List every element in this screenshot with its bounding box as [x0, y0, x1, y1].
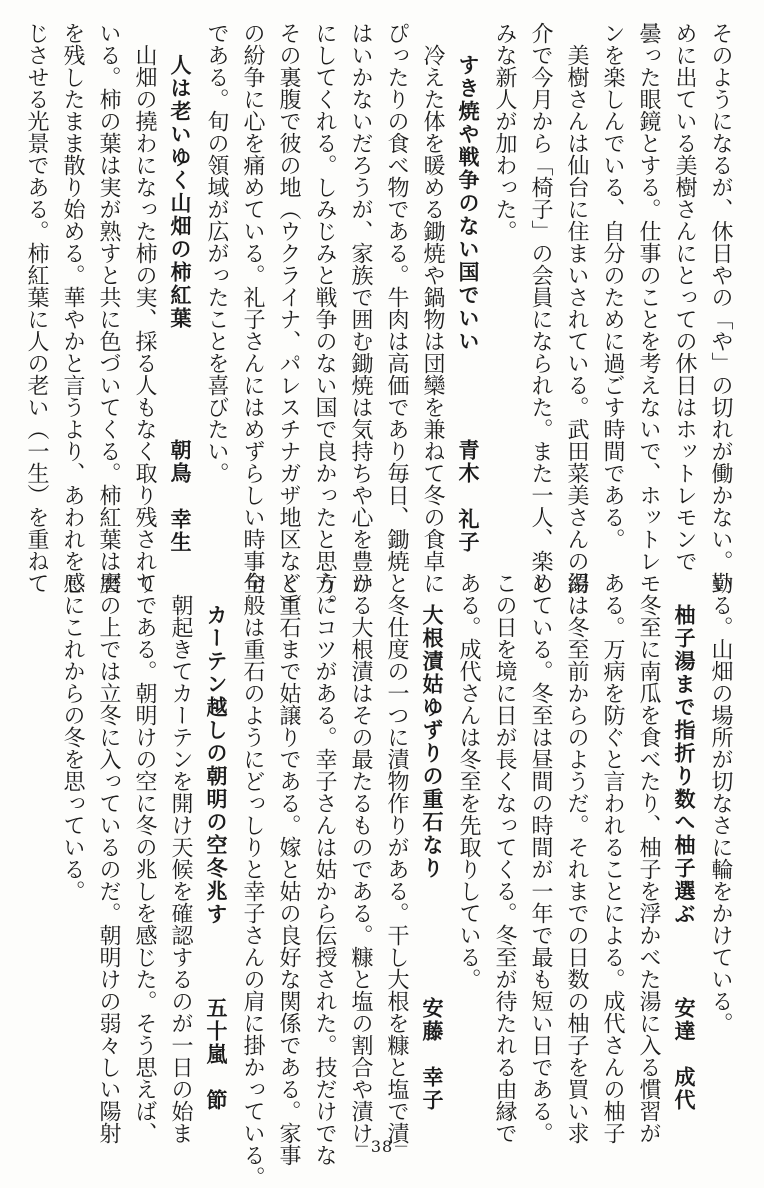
haiku-line: [450, 54, 486, 554]
haiku-text: カーテン越しの朝明の空冬兆す: [204, 604, 228, 926]
text-column: 冷えた体を暖める鋤焼や鍋物は団欒を兼ねて冬の食卓に: [420, 22, 445, 594]
haiku-line: [162, 54, 198, 554]
text-column: 全般は重石のようにどっしりと幸子さんの肩に掛かっている。: [240, 572, 265, 1188]
text-column: じさせる光景である。柿紅葉に人の老い（一生）を重ねて: [24, 22, 49, 594]
text-column: 冬仕度の一つに漬物作りがある。干し大根を糠と塩で漬: [384, 572, 409, 1144]
text-column: 冬至に南瓜を食べたり、柚子を浮かべた湯に入る慣習が: [636, 572, 661, 1144]
text-column: を残したまま散り始める。華やかと言うより、あわれを感: [60, 22, 85, 594]
text-column: みな新人が加わった。: [492, 22, 517, 242]
text-column: この日を境に日が長くなってくる。冬至が待たれる由縁で: [492, 572, 517, 1144]
text-column: その裏腹で彼の地（ウクライナ、パレスチナガザ地区など）: [276, 22, 301, 616]
haiku-line: [666, 604, 702, 1112]
haiku-author: 五十嵐 節: [204, 997, 228, 1112]
haiku-line: [414, 604, 450, 1112]
text-column: の紛争に心を痛めている。礼子さんにはめずらしい時事句: [240, 22, 265, 594]
haiku-text: 大根漬姑ゆずりの重石なり: [420, 604, 444, 880]
haiku-author: 青木 礼子: [456, 439, 480, 554]
text-column: はいかないだろうが、家族で囲む鋤焼は気持ちや心を豊か: [348, 22, 373, 594]
haiku-text: 人は老いゆく山畑の柿紅葉: [168, 54, 192, 330]
text-column: そのようになるが、休日やの「や」の切れが働かない。勤: [708, 22, 733, 594]
text-column: 美樹さんは仙台に住まいされている。武田菜美さんの紹: [564, 22, 589, 594]
text-column: めに出ている美樹さんにとっての休日はホットレモンで: [672, 22, 697, 572]
haiku-text: すき焼や戦争のない国でいい: [456, 54, 480, 353]
text-column: 湯は冬至前からのようだ。それまでの日数の柚子を買い求: [564, 572, 589, 1144]
haiku-author: 安達 成代: [672, 997, 696, 1112]
text-column: めている。冬至は昼間の時間が一年で最も短い日である。: [528, 572, 553, 1144]
text-column: いる。柿の葉は実が熟すと共に色づいてくる。柿紅葉は実: [96, 22, 121, 594]
text-column: ぴったりの食べ物である。牛肉は高価であり毎日、鋤焼と: [384, 22, 409, 594]
text-column: ある。万病を防ぐと言われることによる。成代さんの柚子: [600, 572, 625, 1144]
text-column: しにこれからの冬を思っている。: [60, 572, 85, 902]
haiku-text: 柚子湯まで指折り数へ柚子選ぶ: [672, 604, 696, 926]
text-column: 山畑の撓わになった柿の実、採る人もなく取り残されて: [132, 22, 157, 594]
page-number: －38－: [353, 1137, 411, 1156]
text-column: 曇った眼鏡とする。仕事のことを考えないで、ホットレモ: [636, 22, 661, 594]
text-column: である。旬の領域が広がったことを喜びたい。: [204, 22, 229, 484]
text-column: にしてくれる。しみじみと戦争のない国で良かったと思う。: [312, 22, 337, 616]
text-column: 介で今月から「椅子」の会員になられた。また一人、楽し: [528, 22, 553, 594]
text-column: 方にコツがある。幸子さんは姑から伝授された。技だけでな: [312, 572, 337, 1166]
haiku-author: 安藤 幸子: [420, 997, 444, 1112]
text-column: りである。朝明けの空に冬の兆しを感じた。そう思えば、: [132, 572, 157, 1144]
text-column: ける大根漬はその最たるものである。糠と塩の割合や漬け: [348, 572, 373, 1144]
text-column: 暦の上では立冬に入っているのだ。朝明けの弱々しい陽射: [96, 572, 121, 1144]
text-column: いる。山畑の場所が切なさに輪をかけている。: [708, 572, 733, 1034]
top-section: [24, 22, 738, 616]
text-column: ある。成代さんは冬至を先取りしている。: [456, 572, 481, 990]
text-column: く重石まで姑譲りである。嫁と姑の良好な関係である。家事: [276, 572, 301, 1166]
text-column: 朝起きてカーテンを開け天候を確認するのが一日の始ま: [168, 572, 193, 1144]
haiku-line: [198, 604, 234, 1112]
text-column: ンを楽しんでいる、自分のために過ごす時間である。: [600, 22, 625, 550]
haiku-author: 朝鳥 幸生: [168, 439, 192, 554]
